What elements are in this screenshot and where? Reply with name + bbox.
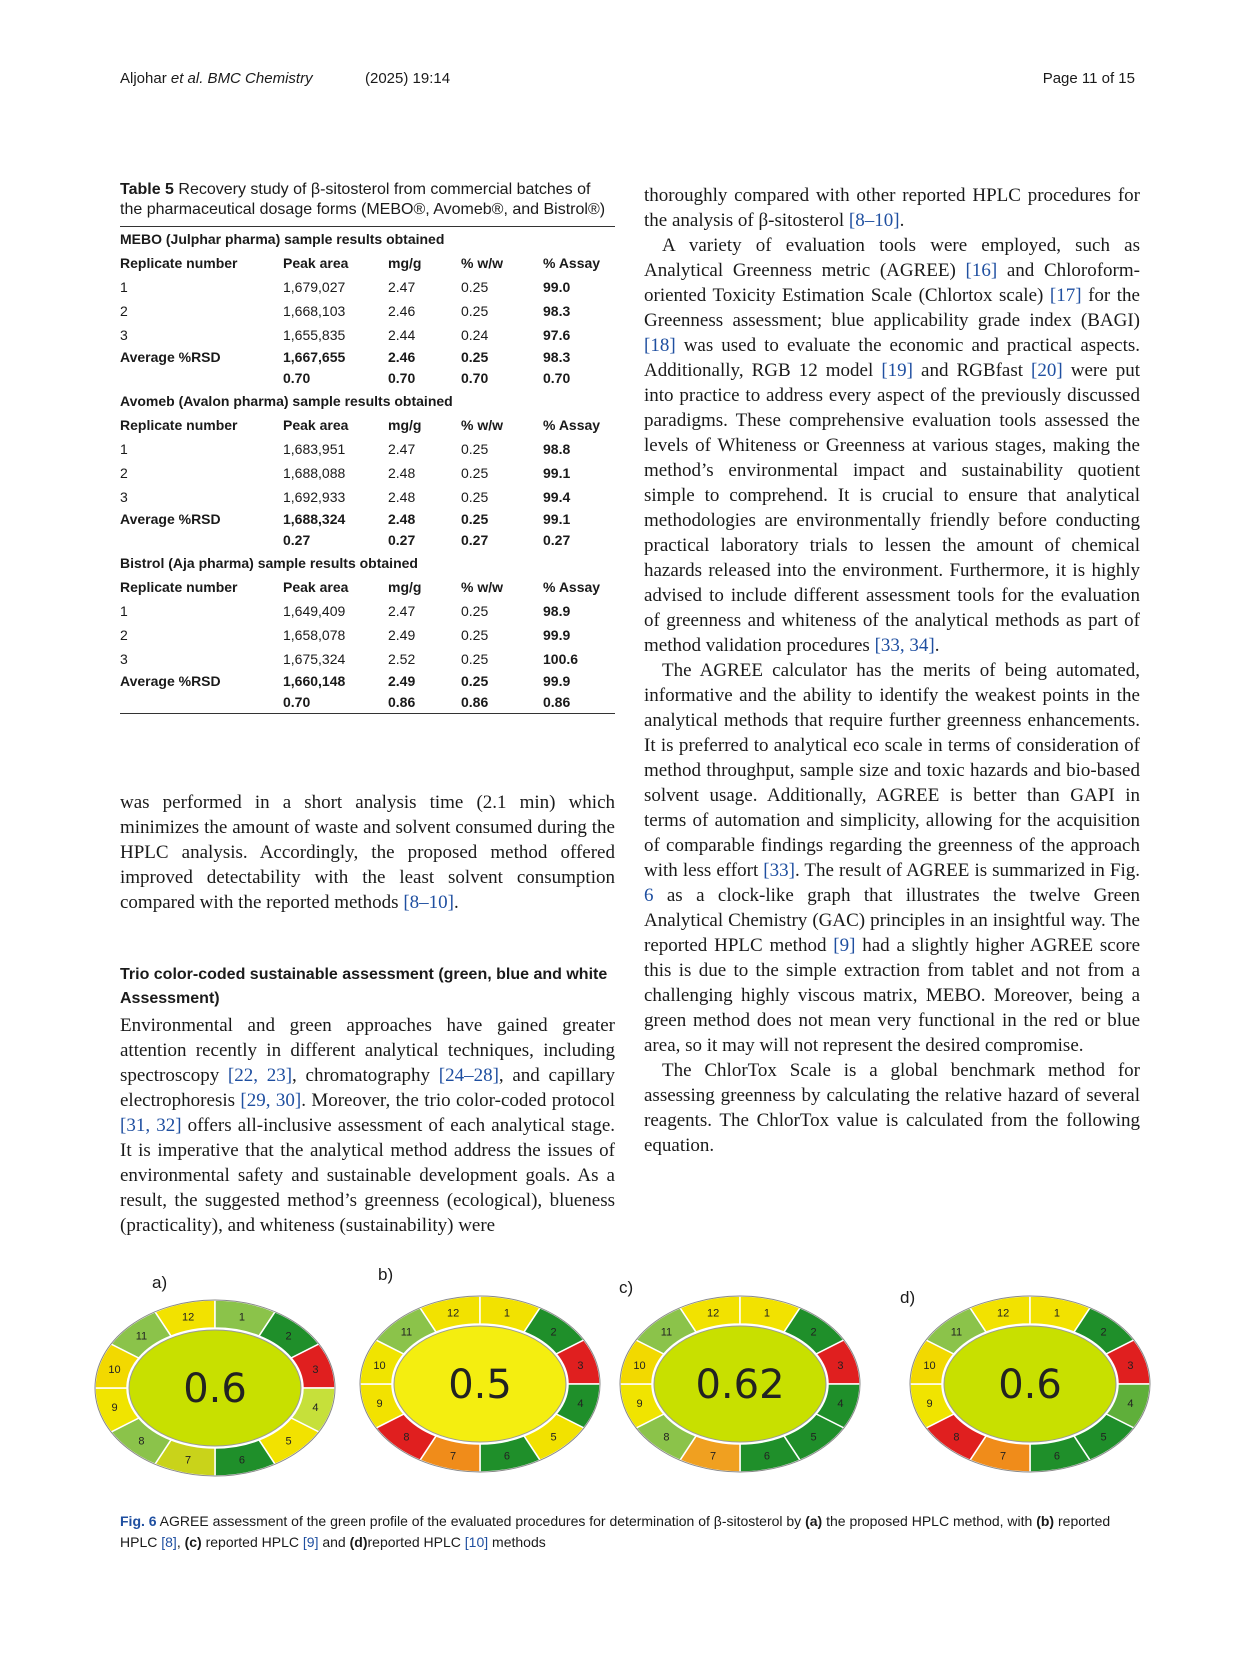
agree-segment-number: 6	[1053, 1450, 1060, 1463]
text-run: was performed in a short analysis time (2.1 min) which minimizes the amount of waste and solvent consumed during the HPLC analysis. Accordingly, the proposed method offered improved detectability with the least solvent consumption compared with the reported methods	[120, 792, 615, 913]
table-cell: 0.25	[461, 673, 489, 689]
agree-segment-number: 12	[181, 1311, 195, 1324]
table-cell: 0.70	[388, 370, 416, 386]
table-cell: Peak area	[283, 579, 349, 595]
text-run: The ChlorTox Scale is a global benchmark method for assessing greenness by calculating the relative hazard of several reagents. The ChlorTox value is calculated from the following equation.	[644, 1060, 1140, 1156]
text-run: ,	[176, 1534, 185, 1550]
figure-panel-label: d)	[900, 1288, 916, 1307]
agree-segment-number: 2	[810, 1326, 817, 1339]
text-run: .	[934, 635, 940, 656]
agree-segment-number: 9	[376, 1398, 383, 1411]
figure-panel-label: a)	[152, 1273, 168, 1292]
table-cell: Replicate number	[120, 255, 238, 271]
table-rsd-row	[120, 692, 615, 713]
agree-segment-number: 10	[108, 1363, 121, 1376]
agree-segment-number: 11	[660, 1326, 673, 1339]
reference-link[interactable]: [22, 23]	[227, 1065, 293, 1086]
section-heading: Trio color-coded sustainable assessment (green, blue and white Assessment)	[120, 966, 608, 1007]
table-average-row	[120, 509, 615, 530]
table-cell: 1,679,027	[283, 279, 346, 295]
header-journal: BMC Chemistry	[203, 70, 313, 87]
table-cell: 100.6	[543, 651, 579, 667]
table-cell: 99.1	[543, 511, 571, 527]
agree-segment-number: 2	[1100, 1326, 1107, 1339]
agree-segment-number: 10	[633, 1359, 646, 1372]
figure-caption-label: Fig. 6	[120, 1513, 157, 1529]
reference-link[interactable]: [29, 30]	[240, 1090, 302, 1111]
table-cell: 2	[120, 465, 128, 481]
table-header-row	[120, 413, 615, 437]
table-cell: 99.4	[543, 489, 571, 505]
agree-pictogram	[900, 1284, 1160, 1484]
agree-pictogram	[85, 1288, 345, 1488]
table-row	[120, 647, 615, 671]
table-bottom-rule	[120, 713, 615, 714]
table-cell: 1,688,324	[283, 511, 346, 527]
table-cell: % w/w	[461, 579, 504, 595]
agree-segment-number: 3	[577, 1359, 584, 1372]
table-row	[120, 599, 615, 623]
table-cell: 2.48	[388, 489, 416, 505]
table-5	[120, 180, 615, 714]
table-cell: 0.25	[461, 349, 489, 365]
text-run: the proposed HPLC method, with	[822, 1513, 1037, 1529]
agree-segment-number: 6	[503, 1450, 510, 1463]
reference-link[interactable]: [24–28]	[438, 1065, 499, 1086]
table-cell: 2.48	[388, 511, 416, 527]
reference-link[interactable]: [10]	[464, 1534, 489, 1550]
table-row	[120, 299, 615, 323]
table-cell: Average %RSD	[120, 349, 221, 365]
running-head	[120, 70, 313, 87]
table-cell: 0.25	[461, 489, 489, 505]
agree-segment-number: 4	[312, 1402, 319, 1415]
agree-segment-number: 1	[503, 1307, 510, 1320]
reference-link[interactable]: [16]	[965, 260, 998, 281]
table-cell: % w/w	[461, 255, 504, 271]
agree-score: 0.62	[695, 1362, 785, 1408]
table-cell: 0.70	[543, 370, 571, 386]
table-cell: 99.0	[543, 279, 571, 295]
column-right-text	[644, 183, 1140, 1158]
paragraph	[120, 1013, 615, 1238]
figure-caption-text	[120, 1513, 1110, 1550]
paragraph	[644, 1058, 1140, 1158]
text-run: Environmental and green approaches have gained greater attention recently in different analytical techniques, including spectroscopy	[120, 1015, 615, 1086]
text-run: had a slightly higher AGREE score this is due to the simple extraction from tablet and not from a challenging highly viscous matrix, MEBO. Moreover, being a green method does not mean very functional in the red or blue area, so it may will not represent the desired compromise.	[644, 935, 1141, 1056]
reference-link[interactable]: [19]	[881, 360, 913, 381]
column-left-paragraph-2	[120, 1013, 615, 1238]
agree-segment-number: 7	[710, 1450, 717, 1463]
text-run: and	[318, 1534, 350, 1550]
page-number: Page 11 of 15	[1042, 70, 1135, 87]
table-cell: % Assay	[543, 417, 601, 433]
text-run: and RGBfast	[912, 360, 1032, 381]
agree-score: 0.5	[448, 1362, 512, 1408]
table-cell: 2.47	[388, 603, 416, 619]
table-cell: 1	[120, 441, 128, 457]
table-cell: 0.25	[461, 441, 489, 457]
agree-segment-number: 4	[837, 1398, 844, 1411]
table-cell: 0.25	[461, 603, 489, 619]
table-cell: 1,688,088	[283, 465, 346, 481]
text-run: reported HPLC	[201, 1534, 303, 1550]
agree-segment-number: 9	[111, 1402, 118, 1415]
table-row	[120, 437, 615, 461]
header-authors: Aljohar	[120, 70, 171, 87]
agree-segment-number: 11	[950, 1326, 963, 1339]
agree-segment-number: 3	[837, 1359, 844, 1372]
agree-segment-number: 7	[1000, 1450, 1007, 1463]
table-body	[120, 227, 615, 713]
table-rsd-row	[120, 368, 615, 389]
agree-segment-number: 1	[1053, 1307, 1060, 1320]
table-cell: 0.25	[461, 279, 489, 295]
table-cell: 2.46	[388, 303, 416, 319]
table-cell: % w/w	[461, 417, 504, 433]
text-run: A variety of evaluation tools were employed, such as Analytical Greenness metric (AGREE)	[644, 235, 1140, 281]
paragraph	[644, 658, 1140, 1058]
table-cell: Replicate number	[120, 579, 238, 595]
text-run: AGREE assessment of the green profile of the evaluated procedures for determination of β-sitosterol by	[156, 1513, 806, 1529]
table-cell: mg/g	[388, 255, 422, 271]
table-cell: 99.1	[543, 465, 571, 481]
paragraph	[120, 790, 615, 915]
table-cell: mg/g	[388, 579, 422, 595]
text-run: .	[899, 210, 905, 231]
text-run: for the Greenness assessment; blue applicability grade index (BAGI)	[644, 285, 1140, 331]
text-run: were put into practice to address every aspect of the previously discussed paradigms. These comprehensive evaluation tools assessed the levels of Whiteness or Greenness at various stages, making the method’s environmental impact and sustainability quotient simple to comprehend. It is crucial to ensure that analytical methodologies are environmentally friendly before conducting practical laboratory trials to lessen the amount of chemical hazards released into the environment. Furthermore, it is highly advised to include different assessment tools for the evaluation of greenness and whiteness of the analytical methods as part of method validation procedures	[644, 360, 1140, 656]
agree-segment-number: 12	[446, 1307, 460, 1320]
table-cell: 2.44	[388, 327, 416, 343]
table-cell: 1,675,324	[283, 651, 346, 667]
table-cell: % Assay	[543, 579, 601, 595]
agree-segment-number: 6	[238, 1454, 245, 1467]
table-cell: 1,667,655	[283, 349, 346, 365]
agree-score: 0.6	[183, 1366, 247, 1412]
agree-segment-number: 9	[636, 1398, 643, 1411]
table-average-row	[120, 347, 615, 368]
agree-segment-number: 1	[238, 1311, 245, 1324]
agree-segment-number: 8	[403, 1431, 410, 1444]
text-run: , chromatography	[292, 1065, 439, 1086]
text-run: and Chloroform-oriented Toxicity Estimation Scale (Chlortox scale)	[644, 260, 1140, 306]
table-cell: 2.48	[388, 465, 416, 481]
text-run: methods	[488, 1534, 546, 1550]
table-label: Table 5	[120, 181, 174, 198]
agree-segment-number: 7	[185, 1454, 192, 1467]
agree-segment-number: 8	[138, 1435, 145, 1448]
table-cell: 1	[120, 279, 128, 295]
text-run: reported HPLC	[120, 1513, 1111, 1550]
agree-segment-number: 4	[577, 1398, 584, 1411]
table-row	[120, 485, 615, 509]
table-cell: mg/g	[388, 417, 422, 433]
text-run: .	[454, 892, 459, 913]
text-run: offers all-inclusive assessment of each analytical stage. It is imperative that the analytical method address the issues of environmental safety and sustainable development goals. As a result, the suggested method’s greenness (ecological), blueness (practicality), and whiteness (sustainability) were	[120, 1115, 615, 1236]
table-header-row	[120, 575, 615, 599]
reference-link[interactable]: [20]	[1031, 360, 1063, 381]
table-cell: 0.86	[388, 694, 416, 710]
table-row	[120, 275, 615, 299]
table-cell: 0.70	[283, 370, 311, 386]
agree-segment-number: 3	[1127, 1359, 1134, 1372]
table-cell: Peak area	[283, 417, 349, 433]
table-cell: 1,655,835	[283, 327, 346, 343]
agree-segment-number: 8	[663, 1431, 670, 1444]
column-left-paragraph-1	[120, 790, 615, 915]
figure-panel-label: b)	[378, 1265, 394, 1284]
table-cell: 1,668,103	[283, 303, 346, 319]
table-average-row	[120, 671, 615, 692]
table-header-row	[120, 251, 615, 275]
table-cell: Average %RSD	[120, 511, 221, 527]
table-row	[120, 461, 615, 485]
text-run: The AGREE calculator has the merits of being automated, informative and the ability to identify the weakest points in the analytical methods that require further greenness enhancements. It is preferred to analytical eco scale in terms of consideration of method throughput, sample size and toxic hazards and bio-based solvent usage. Additionally, AGREE is better than GAPI in terms of automation and simplicity, allowing for the acquisition of comparable findings regarding the greenness of the approach with less effort	[644, 660, 1140, 881]
table-cell: 2.52	[388, 651, 416, 667]
table-cell	[120, 368, 283, 389]
agree-segment-number: 10	[373, 1359, 386, 1372]
table-cell: 0.25	[461, 651, 489, 667]
table-cell: 1,658,078	[283, 627, 346, 643]
agree-segment-number: 11	[135, 1330, 148, 1343]
agree-segment-number: 5	[810, 1431, 817, 1444]
table-caption	[120, 180, 615, 220]
agree-segment-number: 6	[763, 1450, 770, 1463]
text-run: was used to evaluate the economic and practical aspects. Additionally, RGB 12 model	[644, 335, 1140, 381]
text-run: (a)	[805, 1513, 823, 1529]
table-cell: 2.47	[388, 441, 416, 457]
table-rsd-row	[120, 530, 615, 551]
agree-pictogram	[350, 1284, 610, 1484]
agree-segment-number: 12	[706, 1307, 720, 1320]
table-cell: 98.8	[543, 441, 571, 457]
table-cell	[120, 692, 283, 713]
table-cell: 99.9	[543, 673, 571, 689]
table-cell: 2.49	[388, 627, 416, 643]
table-cell: 0.25	[461, 511, 489, 527]
reference-link[interactable]: [18]	[644, 335, 676, 356]
figure-panel-label: c)	[619, 1278, 634, 1297]
reference-link[interactable]: [8–10]	[848, 210, 900, 231]
agree-segment-number: 9	[926, 1398, 933, 1411]
table-cell: % Assay	[543, 255, 601, 271]
table-cell: 0.27	[283, 532, 311, 548]
agree-segment-number: 7	[450, 1450, 457, 1463]
agree-segment-number: 12	[996, 1307, 1010, 1320]
text-run: (b)	[1036, 1513, 1055, 1529]
table-row	[120, 323, 615, 347]
table-cell: 1,660,148	[283, 673, 346, 689]
reference-link[interactable]: [33]	[763, 860, 795, 881]
table-cell: 99.9	[543, 627, 571, 643]
table-cell: 97.6	[543, 327, 571, 343]
table-cell: 1,692,933	[283, 489, 346, 505]
agree-segment-number: 5	[285, 1435, 292, 1448]
table-cell: Peak area	[283, 255, 349, 271]
table-cell: 98.9	[543, 603, 571, 619]
table-cell: 1	[120, 603, 128, 619]
header-year: (2025) 19:14	[365, 70, 451, 87]
reference-link[interactable]: 6	[644, 885, 654, 906]
table-cell: 0.27	[388, 532, 416, 548]
table-cell: 0.70	[461, 370, 489, 386]
table-cell	[120, 530, 283, 551]
text-run: reported HPLC	[367, 1534, 465, 1550]
reference-link[interactable]: [31, 32]	[120, 1115, 182, 1136]
agree-segment-number: 5	[1100, 1431, 1107, 1444]
paragraph	[644, 233, 1140, 658]
agree-segment-number: 5	[550, 1431, 557, 1444]
table-cell: 3	[120, 327, 128, 343]
table-cell: 0.25	[461, 303, 489, 319]
table-section-title: MEBO (Julphar pharma) sample results obtained	[120, 231, 445, 247]
figure-caption	[120, 1511, 1140, 1553]
reference-link[interactable]: [8]	[161, 1534, 177, 1550]
table-cell: 1,683,951	[283, 441, 346, 457]
table-cell: 0.25	[461, 627, 489, 643]
text-run: (c)	[184, 1534, 202, 1550]
table-cell: 98.3	[543, 303, 571, 319]
table-cell: 2	[120, 627, 128, 643]
text-run: . Moreover, the trio color-coded protocol	[301, 1090, 616, 1111]
reference-link[interactable]: [33, 34]	[874, 635, 935, 656]
text-run: . The result of AGREE is summarized in Fig.	[794, 860, 1140, 881]
agree-segment-number: 11	[400, 1326, 413, 1339]
agree-pictogram	[610, 1284, 870, 1484]
table-cell: Average %RSD	[120, 673, 221, 689]
text-run: as a clock-like graph that illustrates the twelve Green Analytical Chemistry (GAC) principles in an insightful way. The reported HPLC method	[644, 885, 1140, 956]
table-cell: 0.86	[461, 694, 489, 710]
agree-segment-number: 8	[953, 1431, 960, 1444]
text-run: (d)	[349, 1534, 368, 1550]
table-section-title: Bistrol (Aja pharma) sample results obtained	[120, 555, 418, 571]
table-cell: 1,649,409	[283, 603, 346, 619]
table-cell: 0.27	[543, 532, 571, 548]
table-cell: 3	[120, 651, 128, 667]
table-cell: 0.86	[543, 694, 571, 710]
table-section-title: Avomeb (Avalon pharma) sample results obtained	[120, 393, 453, 409]
table-cell: 2	[120, 303, 128, 319]
agree-segment-number: 2	[285, 1330, 292, 1343]
table-cell: 0.24	[461, 327, 489, 343]
agree-segment-number: 4	[1127, 1398, 1134, 1411]
agree-segment-number: 1	[763, 1307, 770, 1320]
table-caption-text: Recovery study of β-sitosterol from commercial batches of the pharmaceutical dosage forms (MEBO®, Avomeb®, and Bistrol®)	[120, 181, 606, 218]
table-cell: 2.47	[388, 279, 416, 295]
table-cell: 2.46	[388, 349, 416, 365]
table-row	[120, 623, 615, 647]
paragraph	[644, 183, 1140, 233]
page-header	[120, 70, 1135, 94]
reference-link[interactable]: [9]	[302, 1534, 319, 1550]
table-cell: 0.27	[461, 532, 489, 548]
text-run: , and capillary electrophoresis	[120, 1065, 615, 1111]
agree-score: 0.6	[998, 1362, 1062, 1408]
table-cell: 98.3	[543, 349, 571, 365]
agree-segment-number: 3	[312, 1363, 319, 1376]
header-etal: et al.	[170, 70, 204, 87]
agree-segment-number: 2	[550, 1326, 557, 1339]
agree-segment-number: 10	[923, 1359, 936, 1372]
reference-link[interactable]: [17]	[1049, 285, 1082, 306]
text-run: thoroughly compared with other reported HPLC procedures for the analysis of β-sitosterol	[644, 185, 1140, 231]
reference-link[interactable]: [9]	[833, 935, 856, 956]
reference-link[interactable]: [8–10]	[403, 892, 454, 913]
table-cell: Replicate number	[120, 417, 238, 433]
table-cell: 3	[120, 489, 128, 505]
table-cell: 0.70	[283, 694, 311, 710]
table-cell: 0.25	[461, 465, 489, 481]
table-cell: 2.49	[388, 673, 416, 689]
